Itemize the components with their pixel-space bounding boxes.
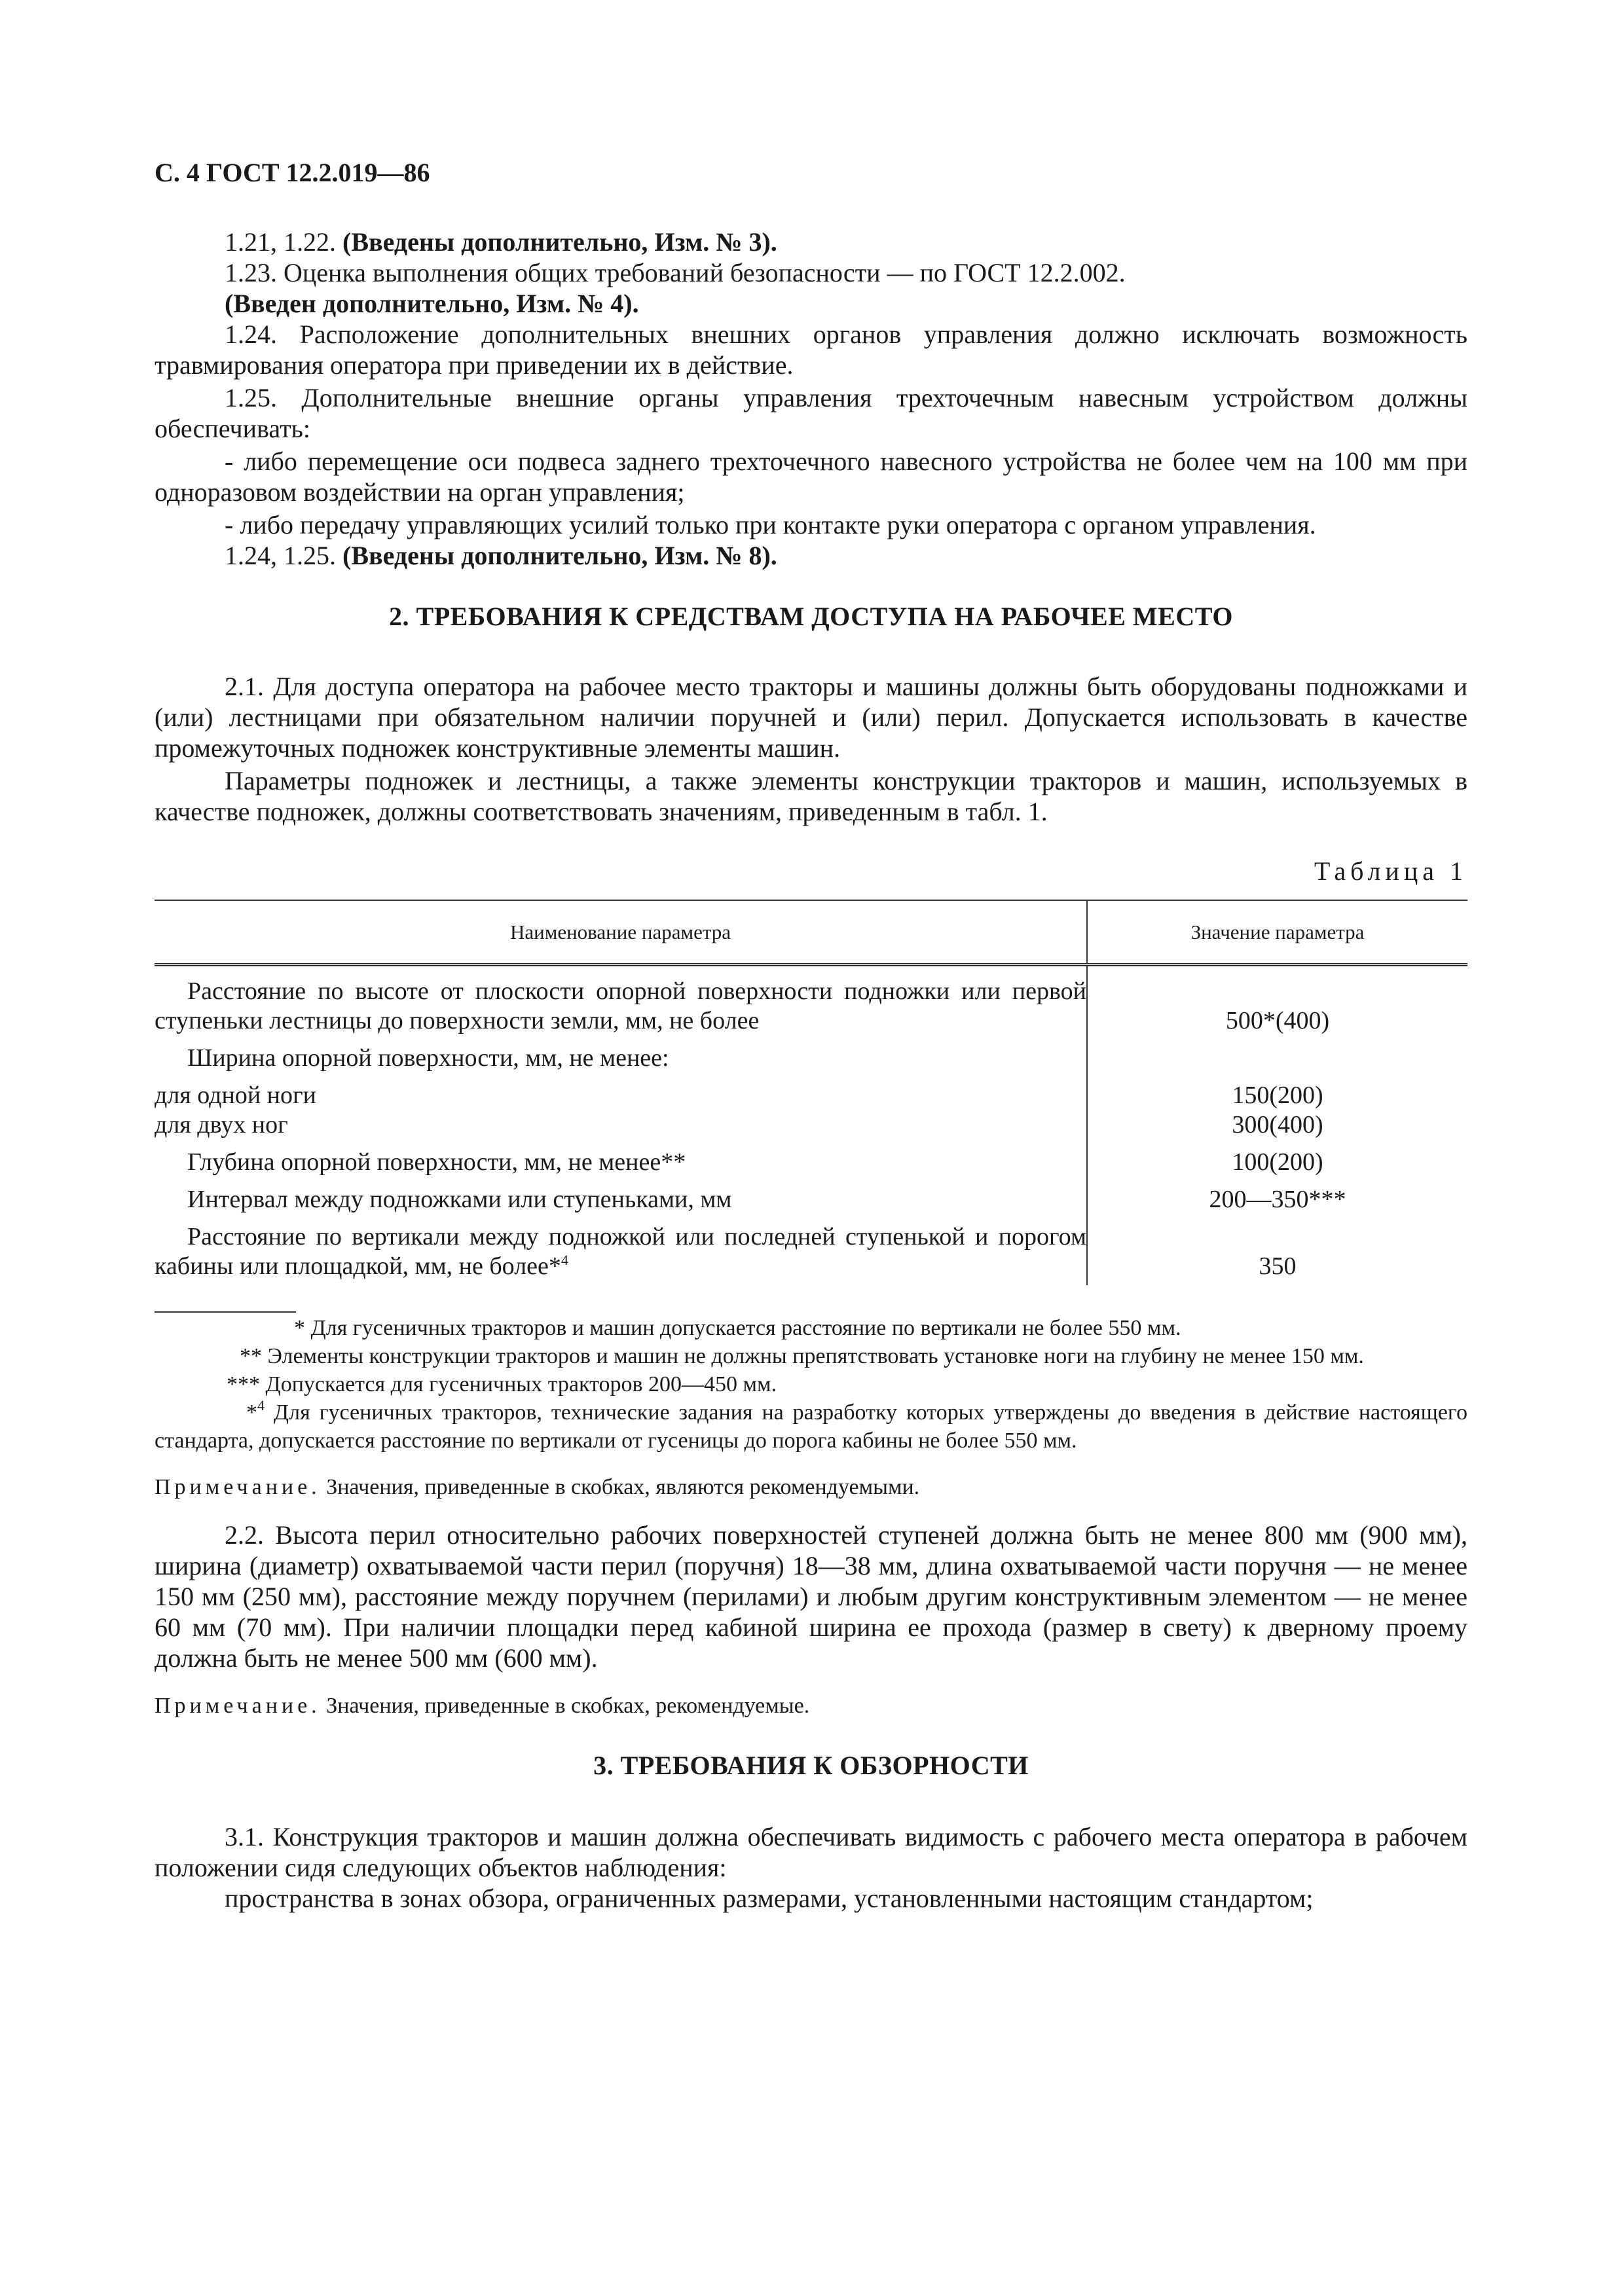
footnote-mark: * (294, 1316, 311, 1340)
document-body (155, 227, 1467, 1914)
page-header: С. 4 ГОСТ 12.2.019—86 (155, 158, 430, 187)
footnote-text: Для гусеничных тракторов и машин допускается расстояние по вертикали не более 550 мм. (310, 1316, 1181, 1340)
table-row (155, 1214, 1467, 1285)
table-row (155, 1036, 1467, 1073)
list-item-1: - либо перемещение оси подвеса заднего трехточечного навесного устройства не более чем на 100 мм при одноразовом воздействии на орган управления; (155, 446, 1467, 507)
footnote-superscript: 4 (561, 1252, 568, 1268)
note-text: Значения, приведенные в скобках, рекомендуемые. (320, 1694, 810, 1718)
note-1 (155, 1473, 1467, 1501)
note-label: Примечание. (155, 1475, 321, 1499)
table-cell-name: Ширина опорной поверхности, мм, не менее: (155, 1036, 1087, 1073)
footnote-mark: * (246, 1400, 257, 1425)
paragraph-3-1-item: пространства в зонах обзора, ограниченных размерами, установленными настоящим стандартом; (225, 1884, 1314, 1913)
note-text: Значения, приведенные в скобках, являются рекомендуемыми. (320, 1475, 920, 1499)
paragraph-1-23: 1.23. Оценка выполнения общих требований безопасности — по ГОСТ 12.2.002. (225, 258, 1126, 287)
footnote-text: Для гусеничных тракторов, технические задания на разработку которых утверждены до введения в действие настоящего стандарта, допускается расстояние по вертикали от гусеницы до порога кабины не более 550 мм. (155, 1400, 1467, 1453)
section-2-title: 2. ТРЕБОВАНИЯ К СРЕДСТВАМ ДОСТУПА НА РАБОЧЕЕ МЕСТО (389, 602, 1233, 631)
table-row (155, 1140, 1467, 1177)
paragraph-3-1: 3.1. Конструкция тракторов и машин должна обеспечивать видимость с рабочего места оператора в рабочем положении сидя следующих объектов наблюдения: (155, 1822, 1467, 1882)
amendment-note-4: (Введен дополнительно, Изм. № 4). (225, 289, 639, 318)
section-3-title: 3. ТРЕБОВАНИЯ К ОБЗОРНОСТИ (593, 1751, 1029, 1780)
list-item-2: - либо передачу управляющих усилий только при контакте руки оператора с органом управления. (225, 510, 1316, 539)
paragraph-1-25: 1.25. Дополнительные внешние органы управления трехточечным навесным устройством должны обеспечивать: (155, 383, 1467, 443)
table-cell-value: 350 (1259, 1252, 1297, 1280)
note-2 (155, 1692, 1467, 1720)
paragraph-2-2: 2.2. Высота перил относительно рабочих поверхностей ступеней должна быть не менее 800 мм (900 мм), ширина (диаметр) охватываемой части перил (поручня) 18—38 мм, длина охватываемой части поручня — не менее 150 мм (250 мм), расстояние между поручнем (перилами) и любым другим конструктивным элементом — не менее 60 мм (70 мм). При наличии площадки перед кабиной ширина ее прохода (размер в свету) к дверному проему должна быть не менее 500 мм (600 мм). (155, 1520, 1467, 1673)
table-row (155, 1177, 1467, 1214)
cell-text: Расстояние по вертикали между подножкой или последней ступенькой и порогом кабины или площадкой, мм, не более* (155, 1223, 1086, 1280)
footnote (155, 1370, 1467, 1398)
paragraph-1-21 (155, 227, 1467, 257)
footnote-mark: ** (240, 1344, 268, 1368)
table-cell-name: Расстояние по высоте от плоскости опорной поверхности подножки или первой ступеньки лестницы до поверхности земли, мм, не более (155, 965, 1087, 1036)
amendment-note: (Введены дополнительно, Изм. № 3). (342, 227, 777, 257)
paragraph-amendment-8 (155, 540, 1467, 571)
table-cell-value: 150(200) (1232, 1082, 1323, 1109)
table-header-name: Наименование параметра (155, 900, 1087, 965)
table-cell-name (155, 1214, 1087, 1285)
table-row (155, 965, 1467, 1036)
table-row (155, 1073, 1467, 1110)
paragraph-2-1: 2.1. Для доступа оператора на рабочее место тракторы и машины должны быть оборудованы подножками и (или) лестницами при обязательном наличии поручней и (или) перил. Допускается использовать в качестве промежуточных подножек конструктивные элементы машин. (155, 672, 1467, 763)
paragraph-2-1-params: Параметры подножек и лестницы, а также элементы конструкции тракторов и машин, используемых в качестве подножек, должны соответствовать значениям, приведенным в табл. 1. (155, 766, 1467, 826)
table-cell-value: 300(400) (1232, 1111, 1323, 1139)
table-cell-value: 500*(400) (1225, 1007, 1330, 1034)
footnote (155, 1342, 1467, 1370)
table-cell-name: Интервал между подножками или ступеньками, мм (155, 1177, 1087, 1214)
table-row (155, 1110, 1467, 1140)
table-caption: Таблица 1 (1314, 856, 1467, 886)
footnote-mark: *** (227, 1372, 266, 1396)
footnote-divider (155, 1311, 296, 1313)
parameters-table (155, 900, 1467, 1285)
footnote (155, 1314, 1467, 1342)
table-cell-value: 100(200) (1232, 1148, 1323, 1176)
footnote-text: Элементы конструкции тракторов и машин не должны препятствовать установке ноги на глубину не менее 150 мм. (267, 1344, 1364, 1368)
paragraph-lead: 1.24, 1.25. (225, 541, 342, 570)
paragraph-1-24: 1.24. Расположение дополнительных внешних органов управления должно исключать возможность травмирования оператора при приведении их в действие. (155, 319, 1467, 380)
table-cell-name: Глубина опорной поверхности, мм, не менее** (155, 1140, 1087, 1177)
paragraph-lead: 1.21, 1.22. (225, 227, 342, 257)
table-cell-value (1087, 1036, 1467, 1073)
table-cell-name: для одной ноги (155, 1073, 1087, 1110)
table-cell-name: для двух ног (155, 1110, 1087, 1140)
footnote (155, 1398, 1467, 1455)
note-label: Примечание. (155, 1694, 321, 1718)
footnote-superscript: 4 (257, 1397, 265, 1413)
table-header-value: Значение параметра (1087, 900, 1467, 965)
table-cell-value: 200—350*** (1209, 1186, 1346, 1213)
footnote-text: Допускается для гусеничных тракторов 200—450 мм. (265, 1372, 777, 1396)
amendment-note: (Введены дополнительно, Изм. № 8). (342, 541, 777, 570)
footnotes (155, 1314, 1467, 1455)
